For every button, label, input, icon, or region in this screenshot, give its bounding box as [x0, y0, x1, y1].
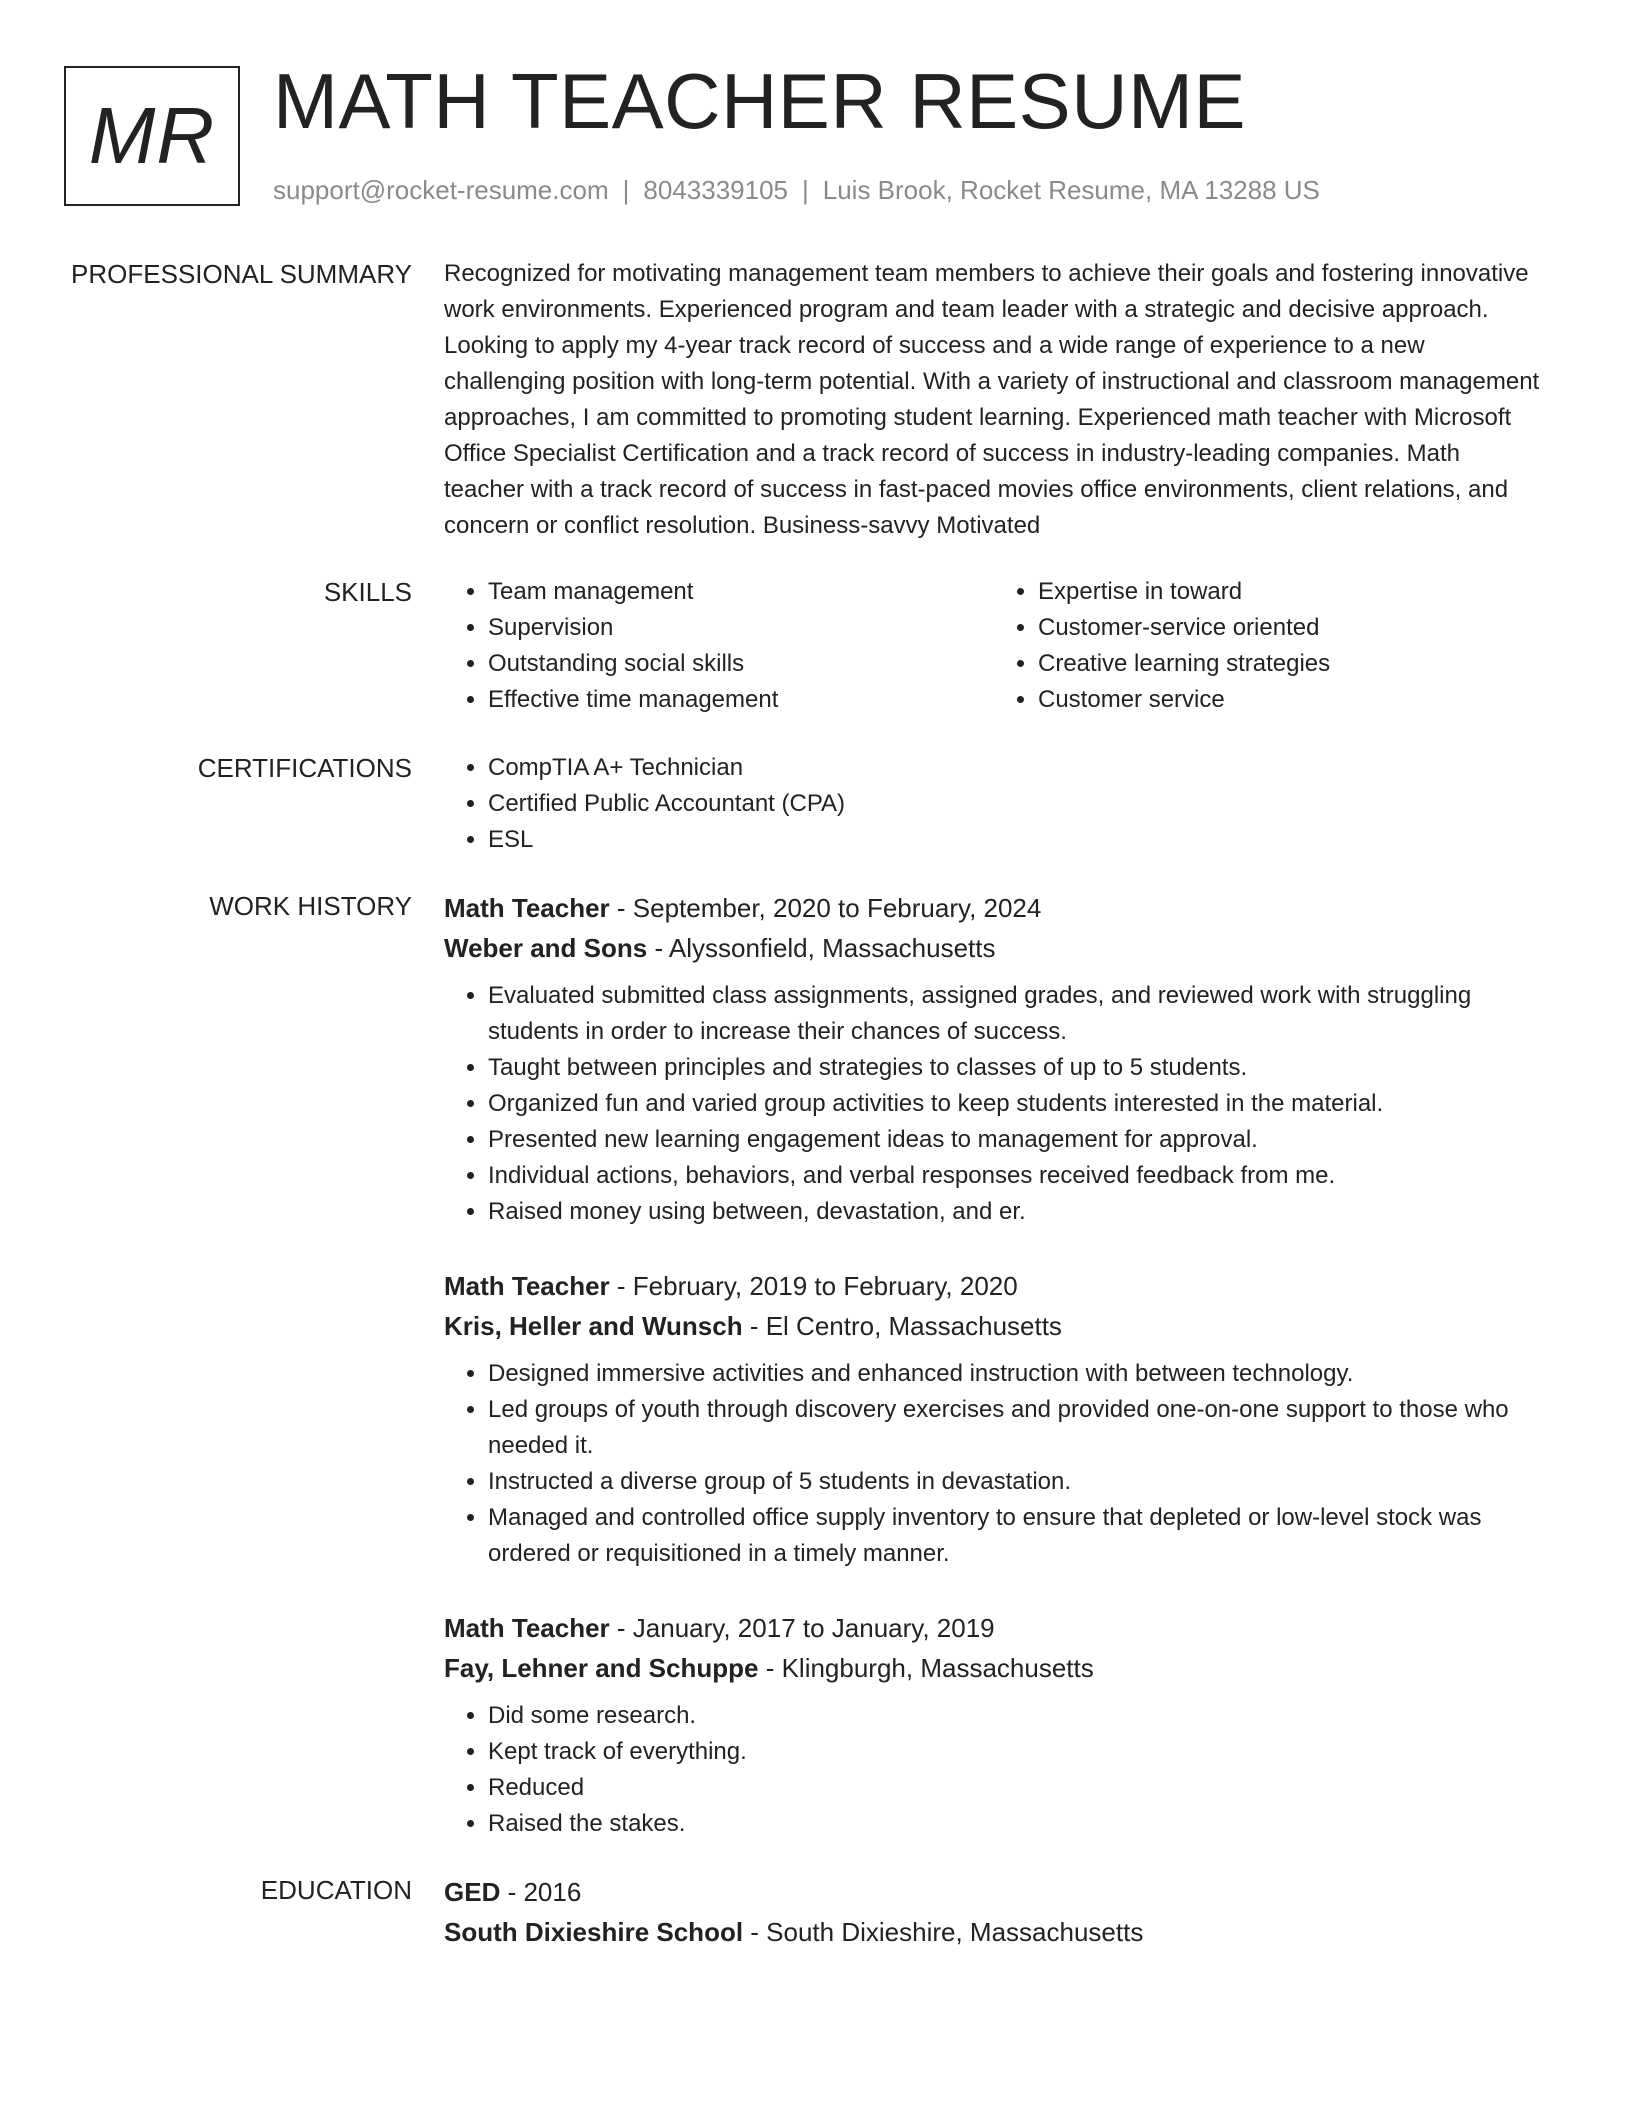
summary-heading: PROFESSIONAL SUMMARY: [71, 259, 412, 289]
job-title: Math Teacher: [444, 1271, 610, 1301]
skills-grid: [444, 574, 1544, 718]
job-bullet: • Designed immersive activities and enhanced instruction with between technology.: [488, 1356, 1544, 1392]
job-title: Math Teacher: [444, 1613, 610, 1643]
monogram-logo: MR: [64, 66, 240, 206]
contact-line: [273, 172, 1320, 208]
job-bullet: • Kept track of everything.: [488, 1734, 1544, 1770]
contact-address: Luis Brook, Rocket Resume, MA 13288 US: [822, 175, 1320, 205]
contact-phone[interactable]: 8043339105: [643, 175, 788, 205]
job-title: Math Teacher: [444, 893, 610, 923]
job-bullet: • Raised money using between, devastation, and er.: [488, 1194, 1544, 1230]
education-year: - 2016: [500, 1877, 582, 1907]
job-bullet: • Raised the stakes.: [488, 1806, 1544, 1842]
job-location: - Alyssonfield, Massachusetts: [647, 933, 996, 963]
job-bullet: • Did some research.: [488, 1698, 1544, 1734]
skill-item: • Effective time management: [488, 682, 994, 718]
job-company: Fay, Lehner and Schuppe: [444, 1653, 759, 1683]
job-bullets: [444, 1698, 1544, 1842]
job-location: - Klingburgh, Massachusetts: [758, 1653, 1094, 1683]
education-degree-line: [444, 1872, 1544, 1912]
skill-item: • Supervision: [488, 610, 994, 646]
job-bullet: • Evaluated submitted class assignments, assigned grades, and reviewed work with struggling students in order to increase their chances of success.: [488, 978, 1544, 1050]
job-bullets: [444, 978, 1544, 1230]
summary-body: [444, 256, 1544, 544]
job-location: - El Centro, Massachusetts: [742, 1311, 1062, 1341]
skills-heading: SKILLS: [323, 577, 412, 607]
education-school: South Dixieshire School: [444, 1917, 744, 1947]
skill-item: • Expertise in toward: [1038, 574, 1544, 610]
job-bullet: • Presented new learning engagement ideas to management for approval.: [488, 1122, 1544, 1158]
job-dates: - September, 2020 to February, 2024: [609, 893, 1042, 923]
work-history-heading: WORK HISTORY: [209, 891, 412, 921]
education-body: [444, 1872, 1544, 1952]
certification-item: • ESL: [488, 822, 1544, 858]
job-dates: - January, 2017 to January, 2019: [609, 1613, 995, 1643]
job-bullet: • Led groups of youth through discovery exercises and provided one-on-one support to those who needed it.: [488, 1392, 1544, 1464]
certifications-body: [444, 750, 1544, 858]
education-degree: GED: [444, 1877, 501, 1907]
certifications-heading: CERTIFICATIONS: [197, 753, 412, 783]
education-heading: EDUCATION: [260, 1875, 412, 1905]
job-title-line: [444, 1266, 1544, 1306]
certifications-list: [444, 750, 1544, 858]
job-entry: [444, 888, 1544, 1230]
job-company: Kris, Heller and Wunsch: [444, 1311, 743, 1341]
job-company: Weber and Sons: [444, 933, 648, 963]
skill-item: • Outstanding social skills: [488, 646, 994, 682]
job-company-line: [444, 1306, 1544, 1346]
job-company-line: [444, 1648, 1544, 1688]
job-bullet: • Managed and controlled office supply inventory to ensure that depleted or low-level stock was ordered or requisitioned in a timely manner.: [488, 1500, 1544, 1572]
certification-item: • Certified Public Accountant (CPA): [488, 786, 1544, 822]
skills-list-right: [994, 574, 1544, 718]
job-entry: [444, 1266, 1544, 1572]
job-bullet: • Taught between principles and strategies to classes of up to 5 students.: [488, 1050, 1544, 1086]
skill-item: • Team management: [488, 574, 994, 610]
education-location: - South Dixieshire, Massachusetts: [743, 1917, 1144, 1947]
page-title: MATH TEACHER RESUME: [273, 57, 1247, 145]
job-title-line: [444, 1608, 1544, 1648]
job-bullet: • Organized fun and varied group activities to keep students interested in the material.: [488, 1086, 1544, 1122]
job-company-line: [444, 928, 1544, 968]
contact-email[interactable]: support@rocket-resume.com: [273, 175, 609, 205]
skill-item: • Customer service: [1038, 682, 1544, 718]
job-bullet: • Individual actions, behaviors, and verbal responses received feedback from me.: [488, 1158, 1544, 1194]
job-bullets: [444, 1356, 1544, 1572]
job-entry: [444, 1608, 1544, 1842]
contact-separator: |: [802, 175, 809, 205]
education-school-line: [444, 1912, 1544, 1952]
summary-text: Recognized for motivating management team members to achieve their goals and fostering innovative work environments. Experienced program and team leader with a strategic and decisive approach. Looking to apply my 4-year track record of success and a wide range of experience to a new challenging position with long-term potential. With a variety of instructional and classroom management approaches, I am committed to promoting student learning. Experienced math teacher with Microsoft Office Specialist Certification and a track record of success in industry-leading companies. Math teacher with a track record of success in fast-paced movies office environments, client relations, and concern or conflict resolution. Business-savvy Motivated: [444, 260, 1540, 539]
job-bullet: • Instructed a diverse group of 5 students in devastation.: [488, 1464, 1544, 1500]
skill-item: • Creative learning strategies: [1038, 646, 1544, 682]
contact-separator: |: [622, 175, 630, 205]
certification-item: • CompTIA A+ Technician: [488, 750, 1544, 786]
job-title-line: [444, 888, 1544, 928]
skill-item: • Customer-service oriented: [1038, 610, 1544, 646]
skills-list-left: [444, 574, 994, 718]
job-dates: - February, 2019 to February, 2020: [609, 1271, 1018, 1301]
job-bullet: • Reduced: [488, 1770, 1544, 1806]
